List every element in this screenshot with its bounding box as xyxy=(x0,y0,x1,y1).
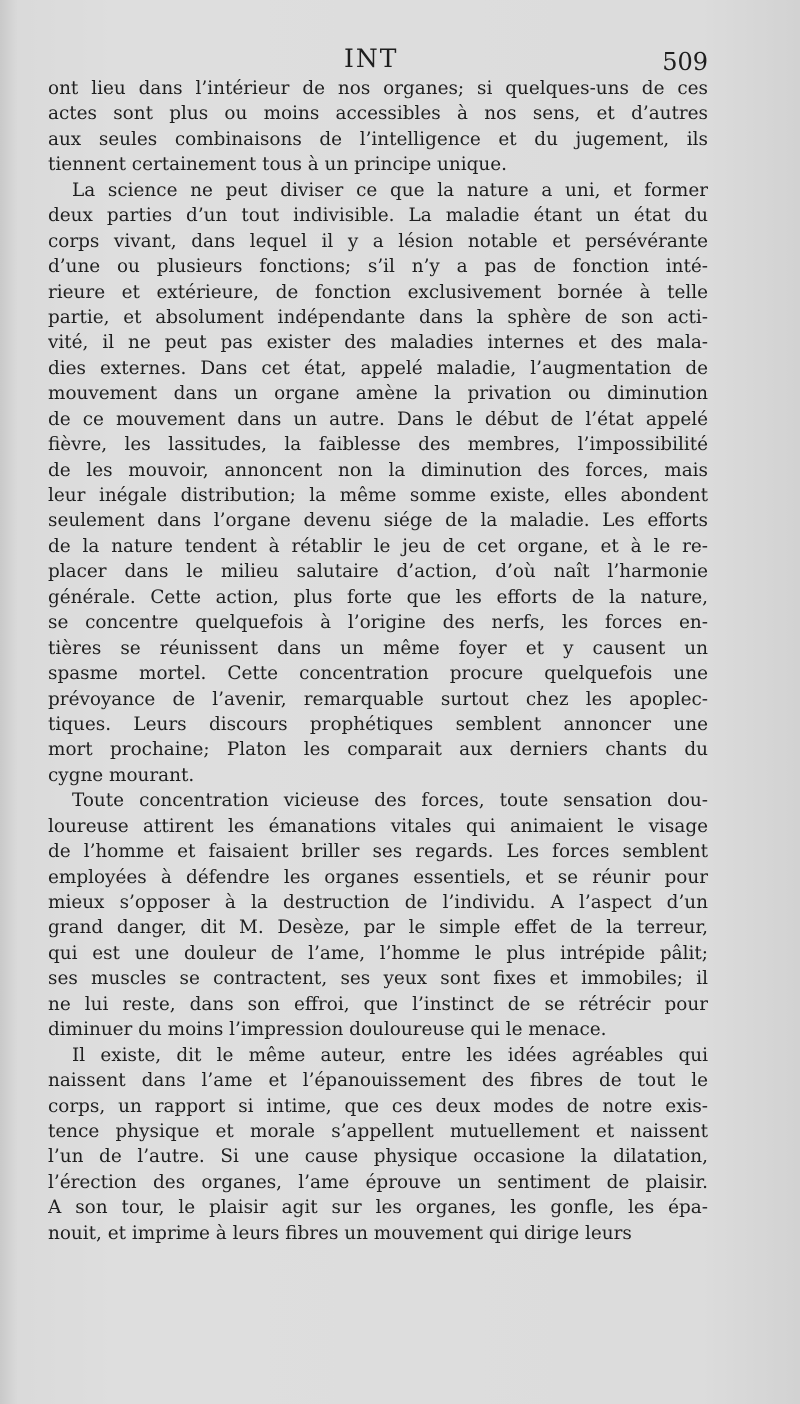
text-line: Toute concentration vicieuse des forces, toute sensation dou- xyxy=(72,790,708,812)
text-line: seulement dans l’organe devenu siége de la maladie. Les efforts xyxy=(48,510,708,532)
text-line: grand danger, dit M. Desèze, par le simple effet de la terreur, xyxy=(48,917,708,939)
paragraph xyxy=(48,178,708,789)
text-line: prévoyance de l’avenir, remarquable surtout chez les apoplec- xyxy=(48,688,708,710)
text-line: diminuer du moins l’impression douloureuse qui le menace. xyxy=(48,1019,607,1041)
text-line: ne lui reste, dans son effroi, que l’instinct de se rétrécir pour xyxy=(48,993,708,1015)
page-number: 509 xyxy=(662,48,708,76)
text-line: loureuse attirent les émanations vitales qui animaient le visage xyxy=(48,815,708,837)
text-line: fièvre, les lassitudes, la faiblesse des membres, l’impossibilité xyxy=(48,434,708,456)
text-line: générale. Cette action, plus forte que les efforts de la nature, xyxy=(48,586,708,608)
text-line: rieure et extérieure, de fonction exclusivement bornée à telle xyxy=(48,281,708,303)
text-line: d’une ou plusieurs fonctions; s’il n’y a pas de fonction inté- xyxy=(48,256,708,278)
paragraph xyxy=(48,1043,708,1247)
text-line: aux seules combinaisons de l’intelligence et du jugement, ils xyxy=(48,128,708,150)
text-line: l’un de l’autre. Si une cause physique occasione la dilatation, xyxy=(48,1146,708,1168)
text-line: l’érection des organes, l’ame éprouve un sentiment de plaisir. xyxy=(48,1171,708,1193)
text-line: mieux s’opposer à la destruction de l’individu. A l’aspect d’un xyxy=(48,892,708,913)
text-line: mouvement dans un organe amène la privation ou diminution xyxy=(48,383,708,405)
text-line: de les mouvoir, annoncent non la diminution des forces, mais xyxy=(48,459,708,481)
text-line: de la nature tendent à rétablir le jeu de cet organe, et à le re- xyxy=(48,535,708,557)
text-line: actes sont plus ou moins accessibles à nos sens, et d’autres xyxy=(48,103,708,125)
text-line: A son tour, le plaisir agit sur les organes, les gonfle, les épa- xyxy=(48,1197,708,1219)
text-line: qui est une douleur de l’ame, l’homme le plus intrépide pâlit; xyxy=(48,942,708,964)
paragraph xyxy=(48,76,708,178)
paragraph xyxy=(48,788,708,1042)
text-line: vité, il ne peut pas exister des maladies internes et des mala- xyxy=(48,332,708,354)
text-line: de ce mouvement dans un autre. Dans le début de l’état appelé xyxy=(48,408,708,430)
body-text xyxy=(48,76,708,1246)
text-line: La science ne peut diviser ce que la nature a uni, et former xyxy=(72,179,708,201)
text-line: ont lieu dans l’intérieur de nos organes; si quelques-uns de ces xyxy=(48,78,708,99)
text-line: tières se réunissent dans un même foyer et y causent un xyxy=(48,637,708,659)
text-line: nouit, et imprime à leurs fibres un mouvement qui dirige leurs xyxy=(48,1222,632,1244)
text-line: leur inégale distribution; la même somme existe, elles abondent xyxy=(48,485,708,506)
text-line: naissent dans l’ame et l’épanouissement des fibres de tout le xyxy=(48,1070,708,1092)
text-line: Il existe, dit le même auteur, entre les idées agréables qui xyxy=(72,1044,708,1066)
text-line: tiques. Leurs discours prophétiques semblent annoncer une xyxy=(48,713,708,735)
text-line: placer dans le milieu salutaire d’action, d’où naît l’harmonie xyxy=(48,561,708,583)
running-head: INT xyxy=(344,44,399,73)
text-line: corps, un rapport si intime, que ces deux modes de notre exis- xyxy=(48,1095,708,1117)
text-line: spasme mortel. Cette concentration procure quelquefois une xyxy=(48,663,708,685)
text-line: employées à défendre les organes essentiels, et se réunir pour xyxy=(48,866,708,888)
text-line: corps vivant, dans lequel il y a lésion notable et persévérante xyxy=(48,230,708,252)
text-line: deux parties d’un tout indivisible. La maladie étant un état du xyxy=(48,205,708,227)
text-line: se concentre quelquefois à l’origine des nerfs, les forces en- xyxy=(48,612,708,634)
text-line: ses muscles se contractent, ses yeux sont fixes et immobiles; il xyxy=(48,968,708,990)
page-header xyxy=(48,44,708,80)
text-line: partie, et absolument indépendante dans la sphère de son acti- xyxy=(48,306,708,328)
text-line: tence physique et morale s’appellent mutuellement et naissent xyxy=(48,1120,708,1142)
text-line: de l’homme et faisaient briller ses regards. Les forces semblent xyxy=(48,841,708,863)
text-line: tiennent certainement tous à un principe unique. xyxy=(48,154,507,176)
text-line: mort prochaine; Platon les comparait aux derniers chants du xyxy=(48,739,708,761)
text-line: dies externes. Dans cet état, appelé maladie, l’augmentation de xyxy=(48,357,708,379)
text-line: cygne mourant. xyxy=(48,764,195,786)
